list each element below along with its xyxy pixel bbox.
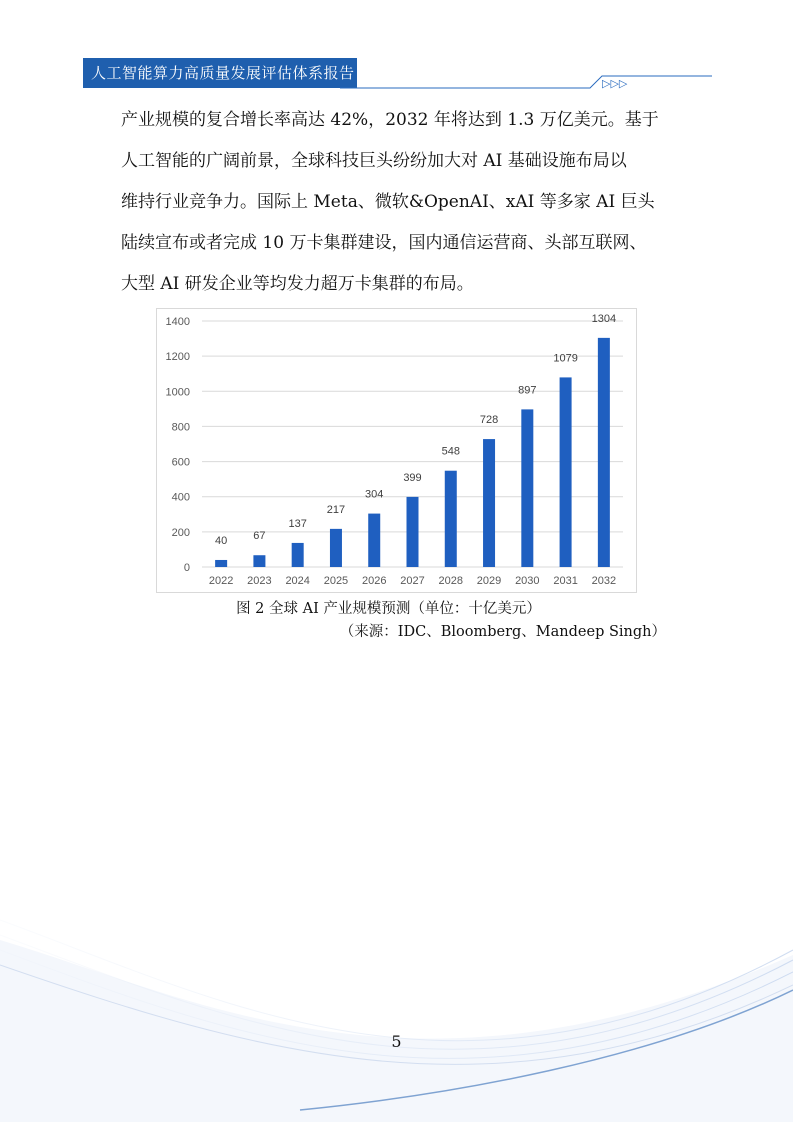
data-label: 67 <box>253 530 266 543</box>
y-tick-label: 1400 <box>165 316 190 328</box>
x-tick-label: 2027 <box>400 575 425 587</box>
bar <box>483 439 495 567</box>
bar-chart-svg <box>157 309 638 594</box>
y-tick-label: 800 <box>171 421 190 434</box>
paragraph-line: 产业规模的复合增长率高达 42%，2032 年将达到 1.3 万亿美元。基于 <box>121 110 659 130</box>
page-number: 5 <box>391 1032 402 1051</box>
x-tick-label: 2032 <box>591 575 617 587</box>
x-tick-label: 2022 <box>208 575 234 587</box>
header-rule <box>340 70 712 92</box>
bar <box>598 338 610 567</box>
bar <box>253 555 265 567</box>
y-tick-label: 1200 <box>165 351 190 364</box>
paragraph-line: 人工智能的广阔前景，全球科技巨头纷纷加大对 AI 基础设施布局以 <box>121 151 627 171</box>
data-label: 137 <box>288 517 307 530</box>
x-tick-label: 2029 <box>476 575 502 587</box>
paragraph-line: 陆续宣布或者完成 10 万卡集群建设，国内通信运营商、头部互联网、 <box>121 233 647 253</box>
y-tick-label: 400 <box>171 491 190 504</box>
bar <box>445 471 457 567</box>
bar <box>330 529 342 567</box>
paragraph-line: 大型 AI 研发企业等均发力超万卡集群的布局。 <box>121 274 474 294</box>
data-label: 897 <box>518 384 537 397</box>
figure-caption-text: 图 2 全球 AI 产业规模预测（单位：十亿美元） <box>236 601 541 617</box>
data-label: 1079 <box>553 352 578 365</box>
body-paragraph <box>121 100 681 305</box>
data-label: 399 <box>403 471 422 484</box>
bar <box>560 377 572 567</box>
data-label: 304 <box>365 488 384 501</box>
data-label: 40 <box>215 534 228 547</box>
bar <box>215 560 227 567</box>
x-tick-label: 2031 <box>553 575 578 587</box>
data-label: 1304 <box>591 312 617 325</box>
data-label: 548 <box>441 445 460 458</box>
report-header-title: 人工智能算力高质量发展评估体系报告 <box>83 58 357 88</box>
bar <box>407 497 419 567</box>
data-label: 217 <box>326 503 346 516</box>
figure-source: （来源：IDC、Bloomberg、Mandeep Singh） <box>339 624 666 640</box>
paragraph-line: 维持行业竞争力。国际上 Meta、微软&OpenAI、xAI 等多家 AI 巨头 <box>121 192 655 212</box>
data-label: 728 <box>479 414 499 427</box>
x-tick-label: 2023 <box>247 575 272 587</box>
x-tick-label: 2030 <box>515 575 540 587</box>
x-tick-label: 2024 <box>285 575 310 587</box>
bar <box>292 543 304 567</box>
bar-chart <box>156 308 637 593</box>
y-tick-label: 0 <box>183 562 190 574</box>
bar <box>521 409 533 567</box>
y-tick-label: 200 <box>171 526 190 539</box>
figure-caption <box>0 597 793 618</box>
x-tick-label: 2028 <box>438 575 464 587</box>
wave-decoration <box>0 880 793 1122</box>
x-tick-label: 2026 <box>361 575 387 587</box>
header-arrows-icon: ▷▷▷ <box>602 77 628 90</box>
y-tick-label: 1000 <box>165 386 190 399</box>
y-tick-label: 600 <box>171 456 190 469</box>
x-tick-label: 2025 <box>323 575 349 587</box>
bar <box>368 514 380 567</box>
